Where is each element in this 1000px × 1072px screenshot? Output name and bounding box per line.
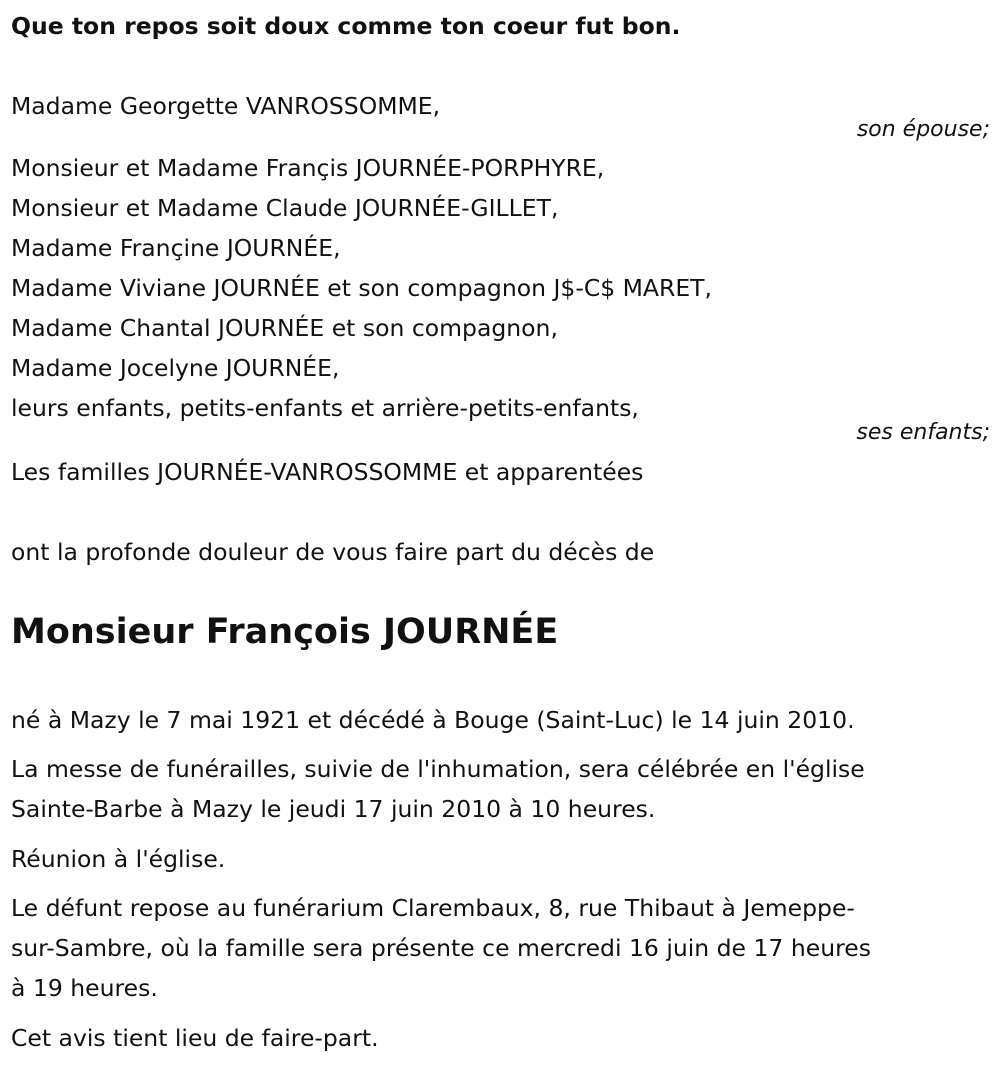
- funerarium-line: sur-Sambre, où la famille sera présente ce mercredi 16 juin de 17 heures: [11, 934, 871, 962]
- motto: Que ton repos soit doux comme ton coeur fut bon.: [11, 12, 681, 40]
- spouse-name: Madame Georgette VANROSSOMME,: [11, 92, 441, 120]
- child-line: Monsieur et Madame Françis JOURNÉE-PORPHYRE,: [11, 154, 605, 182]
- closing-line: Cet avis tient lieu de faire-part.: [11, 1024, 379, 1052]
- deceased-name: Monsieur François JOURNÉE: [11, 612, 559, 652]
- child-line: Madame Viviane JOURNÉE et son compagnon J$-C$ MARET,: [11, 274, 712, 302]
- funeral-mass-line: La messe de funérailles, suivie de l'inhumation, sera célébrée en l'église: [11, 755, 865, 783]
- spouse-relation: son épouse;: [856, 117, 990, 142]
- families-line: Les familles JOURNÉE-VANROSSOMME et apparentées: [11, 458, 644, 486]
- child-line: Madame Chantal JOURNÉE et son compagnon,: [11, 314, 558, 342]
- descendants-line: leurs enfants, petits-enfants et arrière-petits-enfants,: [11, 394, 639, 422]
- child-line: Madame Françine JOURNÉE,: [11, 234, 341, 262]
- child-line: Monsieur et Madame Claude JOURNÉE-GILLET,: [11, 194, 559, 222]
- funerarium-line: Le défunt repose au funérarium Clarembaux, 8, rue Thibaut à Jemeppe-: [11, 894, 855, 922]
- announcement-line: ont la profonde douleur de vous faire part du décès de: [11, 538, 655, 566]
- birth-death-line: né à Mazy le 7 mai 1921 et décédé à Bouge (Saint-Luc) le 14 juin 2010.: [11, 706, 855, 734]
- funeral-mass-line: Sainte-Barbe à Mazy le jeudi 17 juin 2010 à 10 heures.: [11, 795, 656, 823]
- children-relation: ses enfants;: [856, 420, 990, 445]
- child-line: Madame Jocelyne JOURNÉE,: [11, 354, 340, 382]
- meeting-line: Réunion à l'église.: [11, 845, 226, 873]
- funerarium-line: à 19 heures.: [11, 974, 158, 1002]
